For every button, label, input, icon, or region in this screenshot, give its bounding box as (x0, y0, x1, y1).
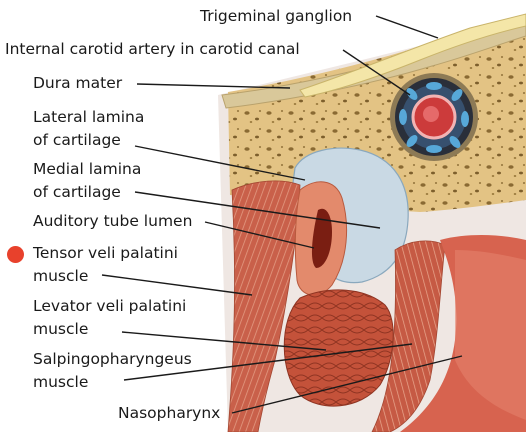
label-auditory-tube-lumen: Auditory tube lumen (33, 212, 193, 230)
highlight-marker (7, 246, 24, 263)
carotid-canal (390, 73, 478, 161)
label-salpingopharyngeus-line2: muscle (33, 373, 89, 391)
label-tensor-veli-palatini-line1: Tensor veli palatini (33, 244, 178, 262)
label-lateral-lamina-line1: Lateral lamina (33, 108, 145, 126)
label-trigeminal-ganglion: Trigeminal ganglion (200, 7, 353, 25)
label-dura-mater: Dura mater (33, 74, 123, 92)
label-nasopharynx: Nasopharynx (118, 404, 221, 422)
label-medial-lamina-line2: of cartilage (33, 183, 121, 201)
label-lateral-lamina-line2: of cartilage (33, 131, 121, 149)
label-medial-lamina-line1: Medial lamina (33, 160, 142, 178)
label-levator-veli-palatini-line2: muscle (33, 320, 89, 338)
label-tensor-veli-palatini-line2: muscle (33, 267, 89, 285)
label-salpingopharyngeus-line1: Salpingopharyngeus (33, 350, 192, 368)
label-levator-veli-palatini-line1: Levator veli palatini (33, 297, 187, 315)
label-internal-carotid: Internal carotid artery in carotid canal (5, 40, 300, 58)
